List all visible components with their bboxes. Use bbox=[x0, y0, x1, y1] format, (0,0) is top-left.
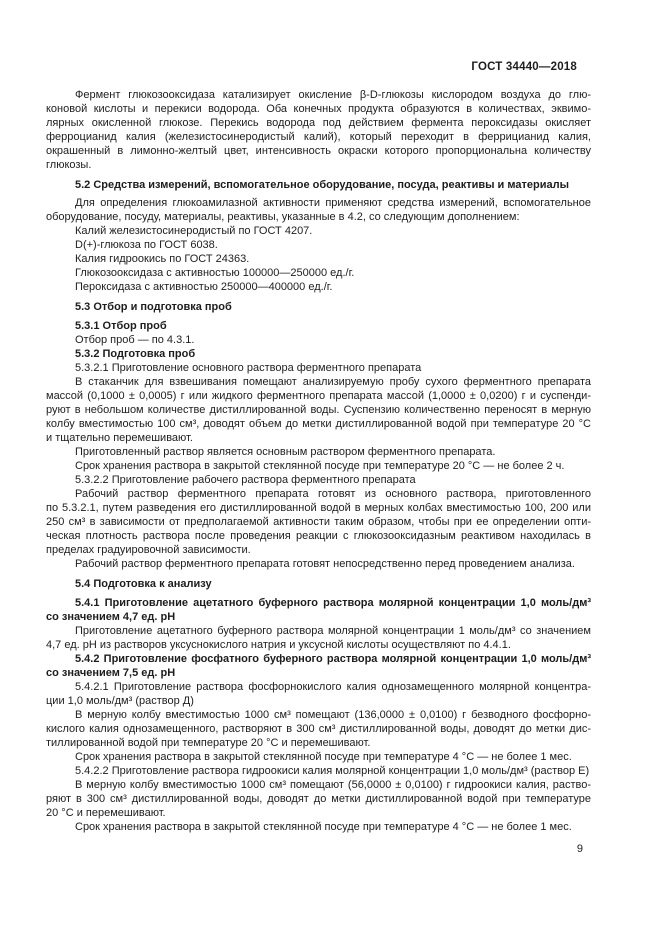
text-line: и тщательно перемешивают. bbox=[46, 432, 193, 444]
text-line: окрашенный в лимонно-желтый цвет, интенсивность окраски которого пропорциональна количеству bbox=[46, 145, 591, 157]
text-line: Срок хранения раствора в закрытой стеклянной посуде при температуре 4 °С — не более 1 мес. bbox=[75, 821, 572, 833]
text-line: Рабочий раствор ферментного препарата готовят из основного раствора, приготовленного bbox=[75, 488, 591, 500]
paragraph-storage-1mes bbox=[46, 750, 591, 764]
text-line: Калия гидроокись по ГОСТ 24363. bbox=[75, 253, 250, 265]
text-line: 5.4.2.1 Приготовление раствора фосфорнокислого калия однозамещенного молярной концентра- bbox=[75, 681, 591, 693]
heading-5-3-1 bbox=[46, 319, 591, 333]
text-line: 5.4.1 Приготовление ацетатного буферного раствора молярной концентрации 1,0 моль/дм³ bbox=[75, 597, 591, 609]
text-line: 5.3.1 Отбор проб bbox=[75, 320, 167, 332]
paragraph-5-3-2-1-title bbox=[46, 361, 591, 375]
heading-5-4-1 bbox=[46, 596, 591, 624]
paragraph-5-4-2-2-title bbox=[46, 764, 591, 778]
text-line: по 5.3.2.1, путем разведения его дистиллированной водой в мерных колбах вместимостью 100, 200 или bbox=[46, 502, 591, 514]
heading-5-3-2 bbox=[46, 347, 591, 361]
text-line: 5.4.2 Приготовление фосфатного буферного раствора молярной концентрации 1,0 моль/дм³ bbox=[75, 653, 591, 665]
text-line: глюкозы. bbox=[46, 159, 92, 171]
list-item-reagent bbox=[46, 252, 591, 266]
text-line: лярных окисленной глюкозе. Перекись водорода под действием фермента пероксидазы окисляет bbox=[46, 117, 591, 129]
text-line: Для определения глюкоамилазной активности применяют средства измерений, вспомогательное bbox=[75, 197, 591, 209]
text-line: тиллированной водой при температуре 20 °С и перемешивают. bbox=[46, 737, 371, 749]
text-line: 5.4.2.2 Приготовление раствора гидроокиси калия молярной концентрации 1,0 моль/дм³ (раствор Е) bbox=[75, 765, 590, 777]
text-line: В стаканчик для взвешивания помещают анализируемую пробу сухого ферментного препарата bbox=[75, 376, 591, 388]
text-line: Рабочий раствор ферментного препарата готовят непосредственно перед проведением анализа. bbox=[75, 558, 575, 570]
heading-5-4-2 bbox=[46, 652, 591, 680]
page-number: 9 bbox=[576, 843, 583, 855]
paragraph-5-4-2-2-body bbox=[46, 778, 591, 820]
paragraph-5-3-1 bbox=[46, 333, 591, 347]
list-item-reagent bbox=[46, 238, 591, 252]
text-line: В мерную колбу вместимостью 1000 см³ помещают (136,0000 ± 0,0100) г безводного фосфорно- bbox=[75, 709, 591, 721]
heading-5-4 bbox=[46, 577, 591, 591]
text-line: 250 см³ в зависимости от предполагаемой активности таким образом, чтобы при ее определении опти- bbox=[46, 516, 591, 528]
text-line: ферроцианид калия (железистосинеродистый калий), который переходит в феррицианид калия, bbox=[46, 131, 591, 143]
text-line: Отбор проб — по 4.3.1. bbox=[75, 334, 195, 346]
text-line: 5.3 Отбор и подготовка проб bbox=[75, 301, 232, 313]
text-line: руют в небольшом количестве дистиллированной воды. Суспензию количественно переносят в мерную bbox=[46, 404, 591, 416]
paragraph-5-3-2-1-body bbox=[46, 375, 591, 445]
text-line: Срок хранения раствора в закрытой стеклянной посуде при температуре 4 °С — не более 1 мес. bbox=[75, 751, 572, 763]
text-line: Фермент глюкозооксидаза катализирует окисление β-D-глюкозы кислородом воздуха до глю- bbox=[75, 89, 591, 101]
list-item-reagent bbox=[46, 266, 591, 280]
text-line: D(+)-глюкоза по ГОСТ 6038. bbox=[75, 239, 218, 251]
text-line: 5.3.2.1 Приготовление основного раствора ферментного препарата bbox=[75, 362, 422, 374]
text-line: Калий железистосинеродистый по ГОСТ 4207. bbox=[75, 225, 313, 237]
paragraph-5-3-2-2-body bbox=[46, 487, 591, 557]
paragraph-working-solution bbox=[46, 557, 591, 571]
paragraph-storage-1mes bbox=[46, 820, 591, 834]
text-line: колбу вместимостью 100 см³, доводят объем до метки дистиллированной водой при температуре 20 °С bbox=[46, 418, 591, 430]
text-line: Глюкозооксидаза с активностью 100000—250000 ед./г. bbox=[75, 267, 355, 279]
paragraph-basic-solution bbox=[46, 445, 591, 459]
text-line: 20 °С и перемешивают. bbox=[46, 807, 166, 819]
list-item-reagent bbox=[46, 280, 591, 294]
text-line: 5.3.2.2 Приготовление рабочего раствора ферментного препарата bbox=[75, 474, 416, 486]
paragraph-5-3-2-2-title bbox=[46, 473, 591, 487]
text-line: ряют в 300 см³ дистиллированной воды, доводят до метки дистиллированной водой при температуре bbox=[46, 793, 591, 805]
text-line: пределах градуировочной зависимости. bbox=[46, 544, 251, 556]
paragraph-5-4-2-1-title bbox=[46, 680, 591, 708]
text-line: оборудование, посуду, материалы, реактивы, указанные в 4.2, со следующим дополнением: bbox=[46, 211, 520, 223]
text-line: ции 1,0 моль/дм³ (раствор Д) bbox=[46, 695, 194, 707]
paragraph-5-4-1-body bbox=[46, 624, 591, 652]
text-line: кислого калия однозамещенного, растворяют в 300 см³ дистиллированной воды, доводят до метки дис- bbox=[46, 723, 591, 735]
text-line: массой (0,1000 ± 0,0005) г или жидкого ферментного препарата массой (1,0000 ± 0,0200) г и суспенди- bbox=[46, 390, 591, 402]
list-item-reagent bbox=[46, 224, 591, 238]
text-line: 5.4 Подготовка к анализу bbox=[75, 578, 212, 590]
paragraph-intro bbox=[46, 88, 591, 172]
text-line: Приготовленный раствор является основным раствором ферментного препарата. bbox=[75, 446, 496, 458]
doc-header bbox=[471, 61, 577, 73]
text-line: 5.2 Средства измерений, вспомогательное оборудование, посуда, реактивы и материалы bbox=[75, 179, 569, 191]
text-line: Срок хранения раствора в закрытой стеклянной посуде при температуре 20 °С — не более 2 ч. bbox=[75, 460, 565, 472]
text-line: со значением 7,5 ед. pH bbox=[46, 667, 176, 679]
text-line: 4,7 ед. pH из растворов уксуснокислого натрия и уксусной кислоты осуществляют по 4.4.1. bbox=[46, 639, 511, 651]
doc-footer bbox=[577, 843, 583, 855]
document-body bbox=[46, 88, 591, 834]
paragraph-5-2-intro bbox=[46, 196, 591, 224]
heading-5-2 bbox=[46, 178, 591, 192]
doc-number: ГОСТ 34440—2018 bbox=[471, 61, 577, 73]
text-line: Пероксидаза с активностью 250000—400000 ед./г. bbox=[75, 281, 333, 293]
text-line: Приготовление ацетатного буферного раствора молярной концентрации 1 моль/дм³ со значением bbox=[75, 625, 591, 637]
heading-5-3 bbox=[46, 300, 591, 314]
text-line: В мерную колбу вместимостью 1000 см³ помещают (56,0000 ± 0,0100) г гидроокиси калия, раство- bbox=[75, 779, 591, 791]
paragraph-storage-2h bbox=[46, 459, 591, 473]
text-line: 5.3.2 Подготовка проб bbox=[75, 348, 196, 360]
text-line: со значением 4,7 ед. pH bbox=[46, 611, 176, 623]
text-line: коновой кислоты и перекиси водорода. Оба конечных продукта образуются в количествах, эквимо- bbox=[46, 103, 591, 115]
text-line: ческая плотность раствора после проведения реакции с глюкозооксидазным реактивом находилась в bbox=[46, 530, 591, 542]
paragraph-5-4-2-1-body bbox=[46, 708, 591, 750]
